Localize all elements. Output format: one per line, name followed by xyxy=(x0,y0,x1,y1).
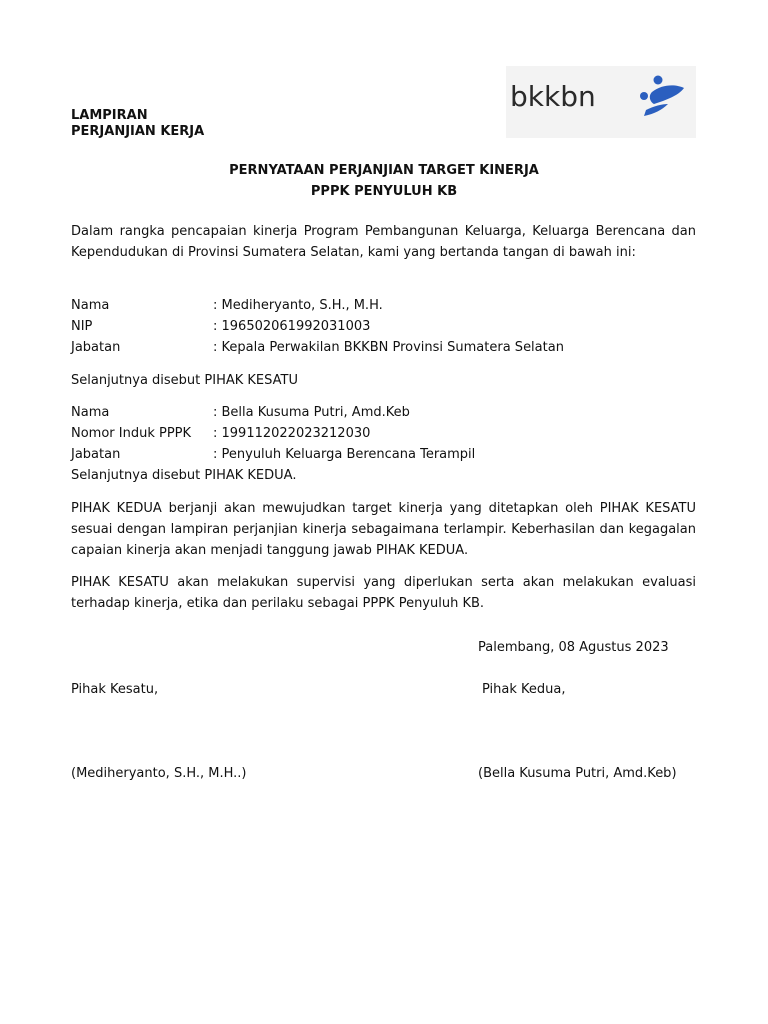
attachment-header xyxy=(71,108,204,140)
field-value: : Mediheryanto, S.H., M.H. xyxy=(213,298,383,313)
header-line-1: LAMPIRAN xyxy=(71,108,148,123)
commitment-paragraph: PIHAK KEDUA berjanji akan mewujudkan target kinerja yang ditetapkan oleh PIHAK KESATU sesuai dengan lampiran perjanjian kinerja sebagaimana terlampir. Keberhasilan dan kegagalan capaian kinerja akan menjadi tanggung jawab PIHAK KEDUA. xyxy=(71,501,696,558)
signature-label-right: Pihak Kedua, xyxy=(482,682,566,697)
field-value: : Kepala Perwakilan BKKBN Provinsi Sumatera Selatan xyxy=(213,340,564,355)
signature-name-left: (Mediheryanto, S.H., M.H..) xyxy=(71,766,247,781)
field-label: Nama xyxy=(71,405,110,420)
field-label: NIP xyxy=(71,319,93,334)
party1-designation: Selanjutnya disebut PIHAK KESATU xyxy=(71,373,298,388)
document-title xyxy=(71,160,697,202)
intro-paragraph: Dalam rangka pencapaian kinerja Program Pembangunan Keluarga, Keluarga Berencana dan Kependudukan di Provinsi Sumatera Selatan, kami yang bertanda tangan di bawah ini: xyxy=(71,224,696,260)
field-label: Nama xyxy=(71,298,110,313)
header-line-2: PERJANJIAN KERJA xyxy=(71,124,205,139)
signature-name-right: (Bella Kusuma Putri, Amd.Keb) xyxy=(478,766,677,781)
field-label: Jabatan xyxy=(71,340,121,355)
place-date: Palembang, 08 Agustus 2023 xyxy=(478,640,669,655)
field-value: : Penyuluh Keluarga Berencana Terampil xyxy=(213,447,476,462)
title-line-1: PERNYATAAN PERJANJIAN TARGET KINERJA xyxy=(229,163,539,178)
bkkbn-logo xyxy=(506,66,696,138)
field-value: : Bella Kusuma Putri, Amd.Keb xyxy=(213,405,410,420)
signature-label-left: Pihak Kesatu, xyxy=(71,682,159,697)
logo-mark-icon xyxy=(628,74,690,118)
field-value: : 196502061992031003 xyxy=(213,319,371,334)
party2-designation: Selanjutnya disebut PIHAK KEDUA. xyxy=(71,468,297,483)
field-value: : 199112022023212030 xyxy=(213,426,371,441)
field-label: Jabatan xyxy=(71,447,121,462)
title-line-2: PPPK PENYULUH KB xyxy=(310,184,458,199)
supervision-paragraph: PIHAK KESATU akan melakukan supervisi yang diperlukan serta akan melakukan evaluasi terhadap kinerja, etika dan perilaku sebagai PPPK Penyuluh KB. xyxy=(71,575,696,611)
field-label: Nomor Induk PPPK xyxy=(71,426,192,441)
logo-text: bkkbn xyxy=(510,80,596,113)
